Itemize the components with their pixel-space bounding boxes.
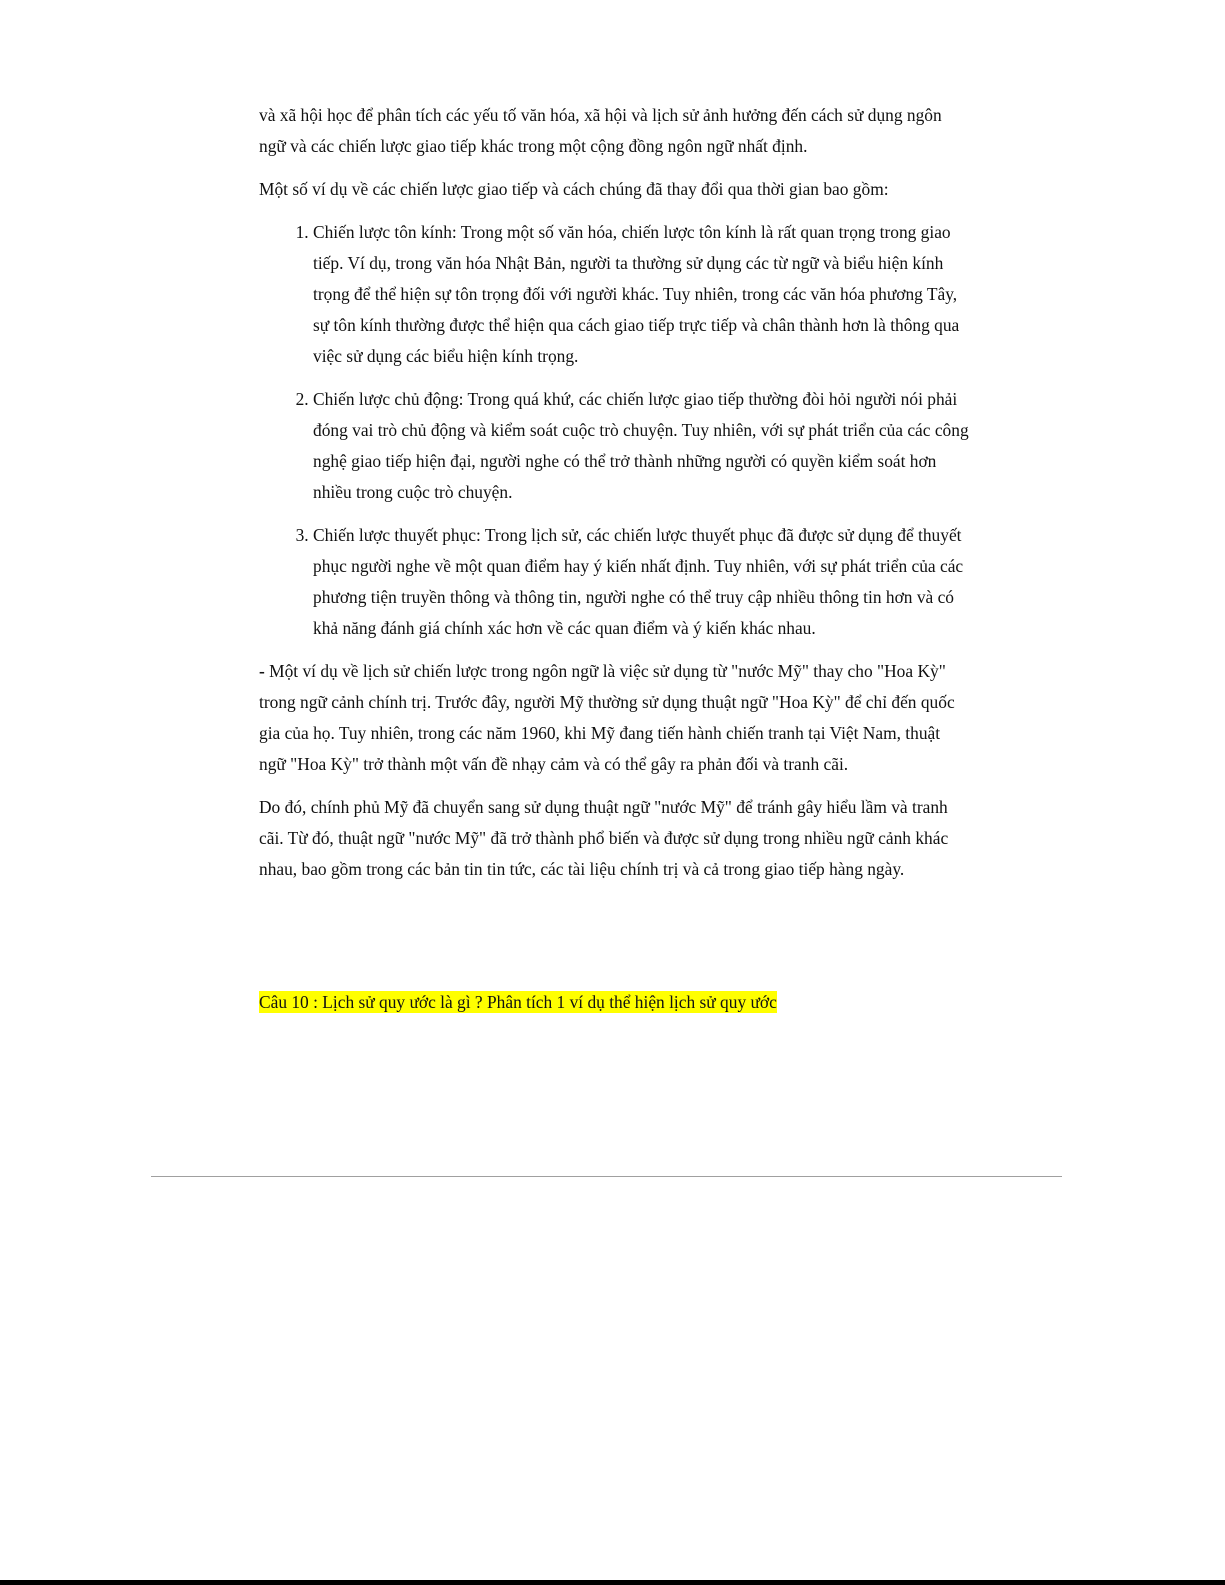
examples-lead: Một số ví dụ về các chiến lược giao tiếp và cách chúng đã thay đổi qua thời gian bao gồm:: [259, 179, 889, 199]
bullet-dash: -: [259, 661, 265, 681]
history-example-text: Một ví dụ về lịch sử chiến lược trong ngôn ngữ là việc sử dụng từ "nước Mỹ" thay cho "Hoa Kỳ" trong ngữ cảnh chính trị. Trước đây, người Mỹ thường sử dụng thuật ngữ "Hoa Kỳ" để chỉ đến quốc gia của họ. Tuy nhiên, trong các năm 1960, khi Mỹ đang tiến hành chiến tranh tại Việt Nam, thuật ngữ "Hoa Kỳ" trở thành một vấn đề nhạy cảm và có thể gây ra phản đối và tranh cãi.: [259, 661, 955, 774]
question-heading: [259, 989, 777, 1016]
question-heading-text: Câu 10 : Lịch sử quy ước là gì ? Phân tích 1 ví dụ thể hiện lịch sử quy ước: [259, 992, 777, 1012]
page-divider: [151, 1176, 1062, 1177]
strategy-item-proactive: 2. Chiến lược chủ động: Trong quá khứ, các chiến lược giao tiếp thường đòi hỏi người nói phải đóng vai trò chủ động và kiểm soát cuộc trò chuyện. Tuy nhiên, với sự phát triển của các công nghệ giao tiếp hiện đại, người nghe có thể trở thành những người có quyền kiểm soát hơn nhiều trong cuộc trò chuyện.: [313, 384, 971, 508]
bottom-edge: [0, 1580, 1225, 1585]
strategy-item-persuasion: 3. Chiến lược thuyết phục: Trong lịch sử, các chiến lược thuyết phục đã được sử dụng để thuyết phục người nghe về một quan điểm hay ý kiến nhất định. Tuy nhiên, với sự phát triển của các phương tiện truyền thông và thông tin, người nghe có thể truy cập nhiều thông tin hơn và có khả năng đánh giá chính xác hơn về các quan điểm và ý kiến khác nhau.: [313, 520, 971, 644]
page-body: [259, 100, 971, 897]
conclusion-paragraph: Do đó, chính phủ Mỹ đã chuyển sang sử dụng thuật ngữ "nước Mỹ" để tránh gây hiểu lầm và tranh cãi. Từ đó, thuật ngữ "nước Mỹ" đã trở thành phổ biến và được sử dụng trong nhiều ngữ cảnh khác nhau, bao gồm trong các bản tin tin tức, các tài liệu chính trị và cả trong giao tiếp hàng ngày.: [259, 797, 949, 879]
intro-paragraph: và xã hội học để phân tích các yếu tố văn hóa, xã hội và lịch sử ảnh hưởng đến cách sử dụng ngôn ngữ và các chiến lược giao tiếp khác trong một cộng đồng ngôn ngữ nhất định.: [259, 105, 942, 156]
strategy-list: [259, 217, 971, 644]
history-example-paragraph: [259, 656, 971, 780]
strategy-item-deference: 1. Chiến lược tôn kính: Trong một số văn hóa, chiến lược tôn kính là rất quan trọng trong giao tiếp. Ví dụ, trong văn hóa Nhật Bản, người ta thường sử dụng các từ ngữ và biểu hiện kính trọng để thể hiện sự tôn trọng đối với người khác. Tuy nhiên, trong các văn hóa phương Tây, sự tôn kính thường được thể hiện qua cách giao tiếp trực tiếp và chân thành hơn là thông qua việc sử dụng các biểu hiện kính trọng.: [313, 217, 971, 372]
